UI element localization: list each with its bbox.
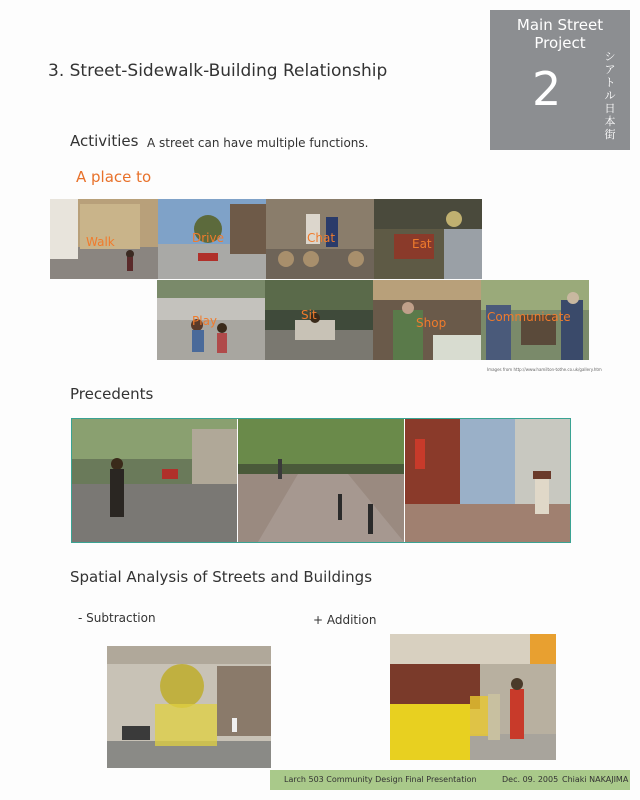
footer-author: Chiaki NAKAJIMA bbox=[562, 775, 629, 784]
footer-course: Larch 503 Community Design Final Presentation bbox=[284, 775, 477, 784]
subtraction-label: - Subtraction bbox=[78, 611, 156, 625]
image-credit: Images from http://www.hamilton-tothe.co.uk/gallery.htm bbox=[487, 367, 602, 372]
addition-photo bbox=[390, 634, 556, 760]
activity-label-walk: Walk bbox=[86, 235, 115, 249]
addition-label: + Addition bbox=[313, 613, 377, 627]
badge-number: 2 bbox=[532, 62, 562, 116]
activity-row-1 bbox=[50, 199, 482, 279]
subtraction-photo bbox=[107, 646, 271, 768]
activity-label-play: Play bbox=[192, 314, 218, 328]
spatial-heading: Spatial Analysis of Streets and Buildings bbox=[70, 568, 373, 586]
activity-label-drive: Drive bbox=[192, 231, 224, 245]
activity-label-eat: Eat bbox=[412, 237, 432, 251]
place-to-lead: A place to bbox=[76, 168, 152, 186]
project-badge bbox=[490, 10, 630, 150]
activity-label-chat: Chat bbox=[307, 231, 336, 245]
activity-label-shop: Shop bbox=[416, 316, 447, 330]
activity-label-sit: Sit bbox=[301, 308, 317, 322]
badge-japanese-text: シアトル日本街 bbox=[604, 50, 616, 141]
footer-date: Dec. 09. 2005 bbox=[502, 775, 559, 784]
activity-row-2 bbox=[157, 280, 589, 360]
footer-bar bbox=[270, 770, 630, 790]
precedents-heading: Precedents bbox=[70, 385, 154, 403]
page-title: 3. Street-Sidewalk-Building Relationship bbox=[48, 61, 388, 81]
activities-heading: Activities bbox=[70, 132, 139, 150]
activity-label-communicate: Communicate bbox=[487, 310, 571, 324]
sit-photo bbox=[265, 280, 373, 360]
precedent-photo-1 bbox=[72, 419, 237, 542]
precedent-photo-3 bbox=[405, 419, 570, 542]
precedents-photo-strip bbox=[71, 418, 571, 543]
badge-title: Main Street Project bbox=[516, 16, 604, 52]
activities-subheading: A street can have multiple functions. bbox=[147, 136, 369, 150]
precedent-photo-2 bbox=[238, 419, 404, 542]
